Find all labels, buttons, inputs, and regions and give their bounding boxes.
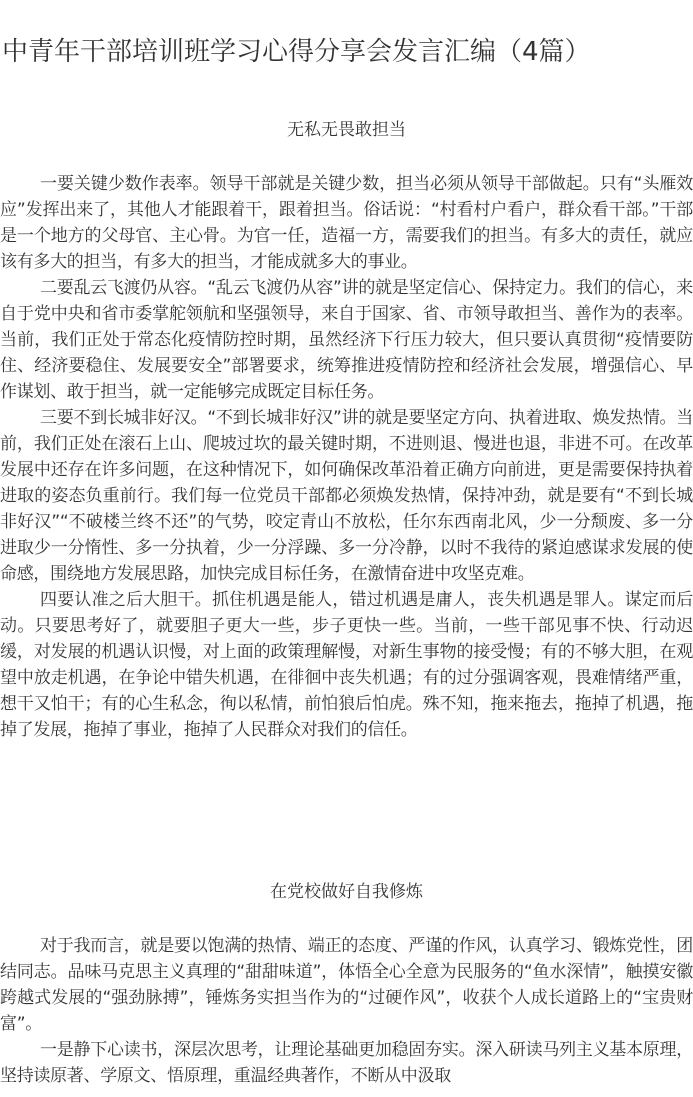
paragraph: 三要不到长城非好汉。“不到长城非好汉”讲的就是要坚定方向、执着进取、焕发热情。当前，我们正处在滚石上山、爬坡过坎的最关键时期，不进则退、慢进也退，非进不可。在改革发展中还存在许多问题，在这种情况下，如何确保改革沿着正确方向前进，更是需要保持执着进取的姿态负重前行。我们每一位党员干部都必须焕发热情，保持冲劲，就是要有“不到长城非好汉”“不破楼兰终不还”的气势，咬定青山不放松，任尔东西南北风，少一分颓废、多一分进取少一分惰性、多一分执着，少一分浮躁、多一分冷静，以时不我待的紧迫感谋求发展的使命感，围绕地方发展思路，加快完成目标任务，在激情奋进中攻坚克难。 bbox=[0, 408, 693, 584]
section-2 bbox=[0, 879, 693, 1089]
section-heading: 在党校做好自我修炼 bbox=[270, 882, 423, 902]
section-heading: 无私无畏敢担当 bbox=[287, 120, 406, 140]
section-1 bbox=[0, 117, 693, 743]
paragraph: 二要乱云飞渡仍从容。“乱云飞渡仍从容”讲的就是坚定信心、保持定力。我们的信心，来自于党中央和省市委掌舵领航和坚强领导，来自于国家、省、市领导敢担当、善作为的表率。当前，我们正处于常态化疫情防控时期，虽然经济下行压力较大，但只要认真贯彻“疫情要防住、经济要稳住、发展要安全”部署要求，统筹推进疫情防控和经济社会发展，增强信心、早作谋划、敢于担当，就一定能够完成既定目标任务。 bbox=[0, 278, 693, 402]
paragraph: 一是静下心读书，深层次思考，让理论基础更加稳固夯实。深入研读马列主义基本原理，坚持读原著、学原文、悟原理，重温经典著作，不断从中汲取 bbox=[0, 1040, 693, 1086]
paragraph: 一要关键少数作表率。领导干部就是关键少数，担当必须从领导干部做起。只有“头雁效应”发挥出来了，其他人才能跟着干，跟着担当。俗话说：“村看村户看户，群众看干部。”干部是一个地方的父母官、主心骨。为官一任，造福一方，需要我们的担当。有多大的责任，就应该有多大的担当，有多大的担当，才能成就多大的事业。 bbox=[0, 174, 693, 272]
paragraph: 对于我而言，就是要以饱满的热情、端正的态度、严谨的作风，认真学习、锻炼党性，团结同志。品味马克思主义真理的“甜甜味道”，体悟全心全意为民服务的“鱼水深情”，触摸安徽跨越式发展的“强劲脉搏”，锤炼务实担当作为的“过硬作风”，收获个人成长道路上的“宝贵财富”。 bbox=[0, 936, 693, 1034]
document-title: 中青年干部培训班学习心得分享会发言汇编（4篇） bbox=[2, 37, 591, 67]
paragraph: 四要认准之后大胆干。抓住机遇是能人，错过机遇是庸人，丧失机遇是罪人。谋定而后动。只要思考好了，就要胆子更大一些，步子更快一些。当前，一些干部见事不快、行动迟缓，对发展的机遇认识慢，对上面的政策理解慢，对新生事物的接受慢；有的不够大胆，在观望中放走机遇，在争论中错失机遇，在徘徊中丧失机遇；有的过分强调客观，畏难情绪严重，想干又怕干；有的心生私念，徇以私情，前怕狼后怕虎。殊不知，拖来拖去，拖掉了机遇，拖掉了发展，拖掉了事业，拖掉了人民群众对我们的信任。 bbox=[0, 590, 693, 740]
